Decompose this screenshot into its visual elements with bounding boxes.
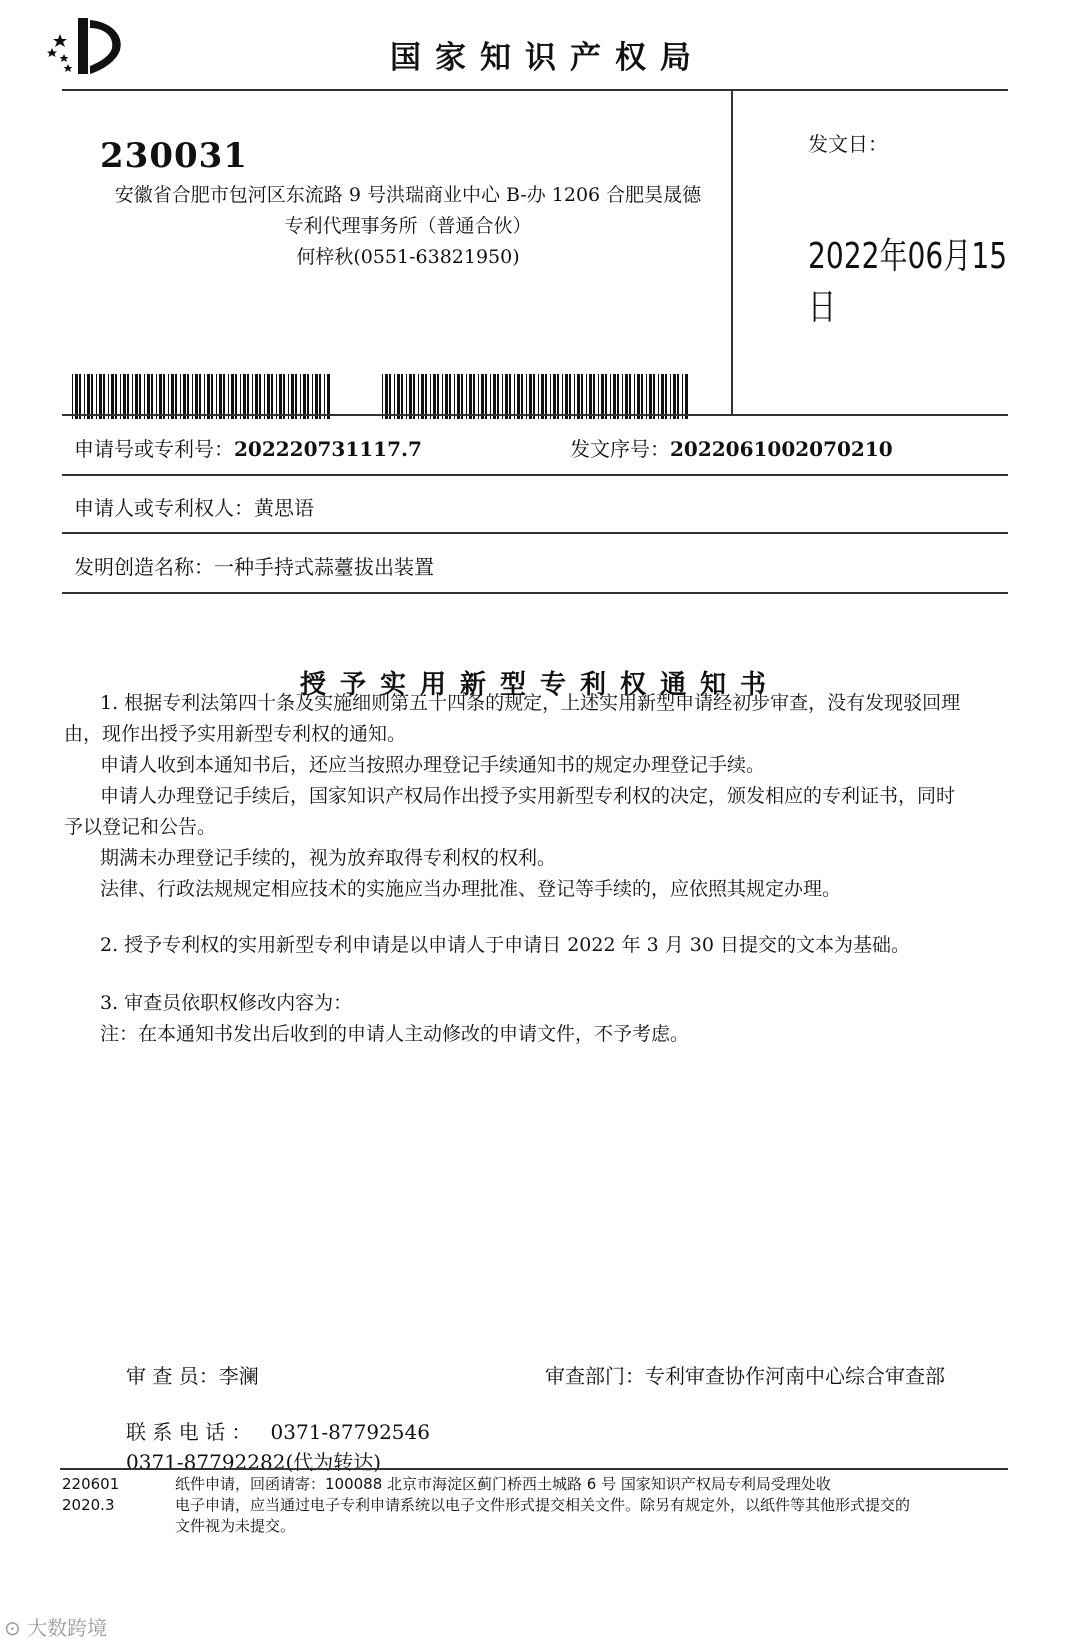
phone-value: 0371-87792546	[270, 1420, 430, 1444]
barcode-bar	[473, 374, 475, 419]
barcode-bar	[123, 374, 126, 419]
barcode-bar	[87, 374, 90, 419]
paragraph-3-line-1: 申请人办理登记手续后，国家知识产权局作出授予实用新型专利权的决定，颁发相应的专利证书，同时	[100, 785, 956, 807]
barcode-bar	[605, 374, 607, 419]
barcode-bar	[457, 374, 460, 419]
barcode-bar	[235, 374, 237, 419]
phone-alt: 0371-87792282(代为转达)	[126, 1450, 382, 1474]
barcode-bar	[517, 374, 520, 419]
barcode-bar	[514, 374, 515, 419]
header-divider	[62, 89, 1008, 91]
barcode-bar	[195, 374, 198, 419]
barcode-bar	[682, 374, 683, 419]
barcode-bar	[529, 374, 532, 419]
barcode-bar	[283, 374, 285, 419]
barcode-bar	[553, 374, 556, 419]
barcode-bar	[168, 374, 169, 419]
barcode-bar	[228, 374, 229, 419]
barcode-bar	[295, 374, 297, 419]
barcode-bar	[99, 374, 102, 419]
barcode-bar	[526, 374, 527, 419]
barcode-bar	[159, 374, 162, 419]
barcode-bar	[319, 374, 321, 419]
barcode-bar	[685, 374, 688, 419]
barcode-bar	[79, 374, 81, 419]
barcode-bar	[111, 374, 114, 419]
barcode-bar	[497, 374, 499, 419]
barcode-bar	[108, 374, 109, 419]
barcode-bar	[637, 374, 640, 419]
barcode-bar	[481, 374, 484, 419]
barcode-bar	[267, 374, 270, 419]
applicant-row	[74, 492, 314, 521]
barcode-bar	[271, 374, 273, 419]
watermark-logo-icon: ⊙	[4, 1616, 21, 1640]
dispatch-date-label: 发文日：	[808, 132, 888, 156]
barcode-bar	[502, 374, 503, 419]
barcode-bar	[389, 374, 391, 419]
barcode-bar	[670, 374, 671, 419]
barcode-bar	[538, 374, 539, 419]
barcode-bar	[610, 374, 611, 419]
field-divider-2	[62, 532, 1008, 534]
barcode-bar	[394, 374, 395, 419]
barcode-bar	[485, 374, 487, 419]
office-name: 国家知识产权局	[390, 40, 705, 76]
barcode-bar	[413, 374, 415, 419]
barcode-bar	[649, 374, 652, 419]
barcode-bar	[382, 374, 383, 419]
barcode-bar	[156, 374, 157, 419]
barcode-bar	[673, 374, 676, 419]
department-label: 审查部门：	[545, 1364, 645, 1388]
barcode-bar	[163, 374, 165, 419]
examiner-name: 李澜	[218, 1364, 259, 1388]
barcode-bar	[593, 374, 595, 419]
barcode-bar	[469, 374, 472, 419]
barcode-bar	[493, 374, 496, 419]
barcode-bar	[223, 374, 225, 419]
barcode-bar	[550, 374, 551, 419]
barcode-bar	[247, 374, 249, 419]
barcode-bar	[231, 374, 234, 419]
barcode-bar	[264, 374, 265, 419]
department-name: 专利审查协作河南中心综合审查部	[645, 1364, 945, 1388]
barcode-bar	[252, 374, 253, 419]
serial-number-value: 2022061002070210	[670, 437, 893, 461]
barcode-bar	[207, 374, 210, 419]
invention-row	[74, 551, 434, 580]
barcode-bar	[255, 374, 258, 419]
barcode-bar	[409, 374, 412, 419]
barcode-bar	[199, 374, 201, 419]
footer-divider	[60, 1468, 1008, 1470]
barcode-bar	[211, 374, 213, 419]
barcode-divider	[62, 414, 1008, 416]
barcode-bar	[259, 374, 261, 419]
barcode-bar	[433, 374, 436, 419]
barcode-bar	[219, 374, 222, 419]
barcode-bar	[135, 374, 138, 419]
field-divider-3	[62, 592, 1008, 594]
barcode-bar	[541, 374, 544, 419]
applicant-label: 申请人或专利权人：	[74, 496, 254, 520]
barcode-bar	[240, 374, 241, 419]
barcode-bar	[288, 374, 289, 419]
examiner-row	[126, 1360, 259, 1389]
barcode-bar	[151, 374, 153, 419]
barcode-bar	[658, 374, 659, 419]
barcode-bar	[103, 374, 105, 419]
watermark-text: 大数跨境	[27, 1616, 108, 1640]
dispatch-date-value: 2022年06月15日	[808, 236, 1008, 328]
form-version: 2020.3	[62, 1496, 115, 1514]
contact-person: 何梓秋(0551-63821950)	[296, 246, 520, 268]
watermark	[4, 1612, 107, 1641]
barcode-bar	[641, 374, 643, 419]
barcode-bar	[466, 374, 467, 419]
barcode-bar	[565, 374, 568, 419]
postal-code: 230031	[100, 136, 248, 176]
barcode-bar	[634, 374, 635, 419]
barcode-bar	[505, 374, 508, 419]
barcode-left	[72, 374, 330, 419]
barcode-bar	[533, 374, 535, 419]
barcode-bar	[445, 374, 448, 419]
barcode-bar	[204, 374, 205, 419]
serial-number-row	[570, 433, 893, 462]
barcode-bar	[385, 374, 388, 419]
application-number-row	[74, 433, 422, 462]
barcode-bar	[175, 374, 177, 419]
barcode-bar	[144, 374, 145, 419]
barcode-bar	[243, 374, 246, 419]
barcode-bar	[291, 374, 294, 419]
barcode-bar	[421, 374, 424, 419]
barcode-bar	[425, 374, 427, 419]
barcode-bar	[401, 374, 403, 419]
barcode-bar	[569, 374, 571, 419]
barcode-bar	[521, 374, 523, 419]
barcode-bar	[677, 374, 679, 419]
barcode-bar	[279, 374, 282, 419]
paragraph-3-line-2: 予以登记和公告。	[64, 816, 217, 838]
barcode-bar	[303, 374, 306, 419]
phone-row	[126, 1416, 430, 1445]
barcode-bar	[418, 374, 419, 419]
barcode-bar	[315, 374, 318, 419]
barcode-bar	[661, 374, 664, 419]
barcode-bar	[327, 374, 330, 419]
invention-label: 发明创造名称：	[74, 555, 214, 579]
barcode-bar	[629, 374, 631, 419]
barcode-right	[382, 374, 690, 419]
barcode-bar	[183, 374, 186, 419]
barcode-bar	[574, 374, 575, 419]
barcode-bar	[180, 374, 181, 419]
barcode-bar	[75, 374, 78, 419]
date-box-divider	[731, 89, 733, 414]
barcode-bar	[72, 374, 73, 419]
barcode-bar	[397, 374, 400, 419]
application-number-label: 申请号或专利号：	[74, 437, 234, 461]
barcode-bar	[312, 374, 313, 419]
barcode-bar	[461, 374, 463, 419]
barcode-bar	[147, 374, 150, 419]
barcode-bar	[84, 374, 85, 419]
barcode-bar	[589, 374, 592, 419]
barcode-bar	[307, 374, 309, 419]
barcode-bar	[586, 374, 587, 419]
barcode-bar	[581, 374, 583, 419]
barcode-bar	[577, 374, 580, 419]
barcode-bar	[120, 374, 121, 419]
barcode-bar	[115, 374, 117, 419]
examiner-label: 审 查 员：	[126, 1364, 219, 1388]
barcode-bar	[300, 374, 301, 419]
barcode-bar	[562, 374, 563, 419]
item-3: 3. 审查员依职权修改内容为：	[100, 992, 353, 1014]
barcode-bar	[622, 374, 623, 419]
barcode-bar	[646, 374, 647, 419]
barcode-bar	[216, 374, 217, 419]
barcode-bar	[478, 374, 479, 419]
barcode-bar	[490, 374, 491, 419]
barcode-bar	[454, 374, 455, 419]
footer-line-1: 纸件申请，回函请寄：100088 北京市海淀区蓟门桥西土城路 6 号 国家知识产权局专利局受理处收	[175, 1475, 831, 1493]
barcode-bar	[665, 374, 667, 419]
barcode-bar	[192, 374, 193, 419]
barcode-bar	[545, 374, 547, 419]
serial-number-label: 发文序号：	[570, 437, 670, 461]
barcode-bar	[601, 374, 604, 419]
barcode-bar	[617, 374, 619, 419]
barcode-bar	[127, 374, 129, 419]
barcode-bar	[132, 374, 133, 419]
barcode-bar	[625, 374, 628, 419]
application-number-value: 202220731117.7	[234, 437, 422, 461]
address-line-1: 安徽省合肥市包河区东流路 9 号洪瑞商业中心 B-办 1206 合肥昊晟德	[114, 184, 702, 206]
footer-line-2: 电子申请，应当通过电子专利申请系统以电子文件形式提交相关文件。除另有规定外，以纸件等其他形式提交的	[175, 1496, 911, 1514]
barcode-bar	[509, 374, 511, 419]
field-divider-1	[62, 474, 1008, 476]
item-2: 2. 授予专利权的实用新型专利申请是以申请人于申请日 2022 年 3 月 30 日提交的文本为基础。	[100, 934, 911, 956]
barcode-bar	[324, 374, 325, 419]
barcode-bar	[96, 374, 97, 419]
department-row	[545, 1360, 945, 1389]
paragraph-4: 期满未办理登记手续的，视为放弃取得专利权的权利。	[100, 847, 557, 869]
barcode-bar	[437, 374, 439, 419]
paragraph-1-line-1: 1. 根据专利法第四十条及实施细则第五十四条的规定，上述实用新型申请经初步审查，没有发现驳回理	[100, 692, 961, 714]
footer-line-3: 文件视为未提交。	[175, 1517, 296, 1535]
barcode-bar	[91, 374, 93, 419]
note: 注：在本通知书发出后收到的申请人主动修改的申请文件，不予考虑。	[100, 1023, 690, 1045]
barcode-bar	[187, 374, 189, 419]
cnipa-emblem-icon	[40, 12, 135, 80]
paragraph-5: 法律、行政法规规定相应技术的实施应当办理批准、登记等手续的，应依照其规定办理。	[100, 878, 842, 900]
barcode-bar	[406, 374, 407, 419]
paragraph-2: 申请人收到本通知书后，还应当按照办理登记手续通知书的规定办理登记手续。	[100, 754, 766, 776]
address-line-2: 专利代理事务所（普通合伙）	[284, 215, 532, 237]
barcode-bar	[442, 374, 443, 419]
notice-title: 授予实用新型专利权通知书	[299, 670, 780, 700]
barcode-bar	[613, 374, 616, 419]
barcode-bar	[557, 374, 559, 419]
barcode-bar	[653, 374, 655, 419]
invention-value: 一种手持式蒜薹拔出装置	[214, 555, 434, 579]
barcode-bar	[430, 374, 431, 419]
barcode-bar	[449, 374, 451, 419]
phone-label: 联 系 电 话 ：	[126, 1420, 252, 1444]
barcode-bar	[276, 374, 277, 419]
barcode-bar	[598, 374, 599, 419]
paragraph-1-line-2: 由，现作出授予实用新型专利权的通知。	[64, 723, 407, 745]
applicant-value: 黄思语	[254, 496, 314, 520]
form-code: 220601	[62, 1475, 120, 1493]
barcode-bar	[139, 374, 141, 419]
barcode-bar	[171, 374, 174, 419]
